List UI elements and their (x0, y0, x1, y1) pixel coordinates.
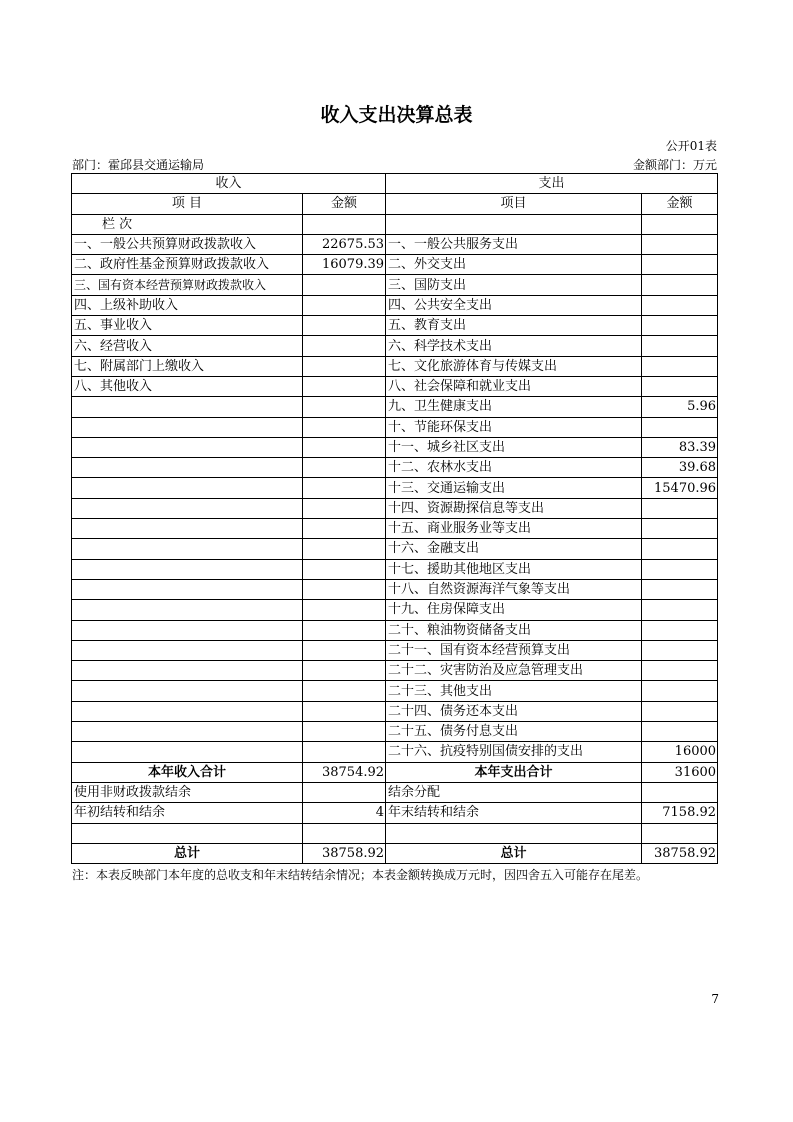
income-item: 总计 (72, 843, 303, 863)
income-item (72, 539, 303, 559)
income-item: 五、事业收入 (72, 316, 303, 336)
expense-amount (642, 559, 718, 579)
expense-amount (642, 498, 718, 518)
expense-amount (642, 295, 718, 315)
table-row (72, 681, 718, 701)
year-total-row (72, 762, 718, 782)
expense-item: 年末结转和结余 (386, 803, 642, 823)
table-row (72, 458, 718, 478)
expense-item: 一、一般公共服务支出 (386, 234, 642, 254)
table-row (72, 559, 718, 579)
table-row (72, 255, 718, 275)
income-amount (303, 681, 386, 701)
expense-amount (642, 600, 718, 620)
table-row (72, 437, 718, 457)
income-amount-header: 金额 (303, 194, 386, 214)
table-row (72, 661, 718, 681)
table-row (72, 782, 718, 802)
table-row (72, 600, 718, 620)
expense-amount (642, 316, 718, 336)
expense-item: 七、文化旅游体育与传媒支出 (386, 356, 642, 376)
income-item: 七、附属部门上缴收入 (72, 356, 303, 376)
income-item (72, 458, 303, 478)
table-row (72, 417, 718, 437)
expense-amount (642, 823, 718, 843)
table-row (72, 579, 718, 599)
income-amount (303, 295, 386, 315)
income-item (72, 661, 303, 681)
table-row (72, 498, 718, 518)
income-amount (303, 782, 386, 802)
table-row (72, 478, 718, 498)
expense-amount (642, 336, 718, 356)
expense-item: 十三、交通运输支出 (386, 478, 642, 498)
expense-item-header: 项目 (386, 194, 642, 214)
expense-amount (642, 579, 718, 599)
expense-item: 二十三、其他支出 (386, 681, 642, 701)
expense-item: 四、公共安全支出 (386, 295, 642, 315)
expense-item: 十六、金融支出 (386, 539, 642, 559)
budget-summary-table (71, 173, 718, 864)
expense-item: 十四、资源勘探信息等支出 (386, 498, 642, 518)
empty-cell (386, 214, 642, 234)
expense-amount (642, 417, 718, 437)
income-amount (303, 519, 386, 539)
income-item (72, 701, 303, 721)
income-amount: 38758.92 (303, 843, 386, 863)
income-item (72, 640, 303, 660)
income-item: 八、其他收入 (72, 376, 303, 396)
expense-amount (642, 376, 718, 396)
table-row (72, 275, 718, 295)
expense-amount (642, 275, 718, 295)
expense-amount: 15470.96 (642, 478, 718, 498)
income-item-header: 项 目 (72, 194, 303, 214)
table-row (72, 234, 718, 254)
expense-item: 本年支出合计 (386, 762, 642, 782)
expense-item: 二十四、债务还本支出 (386, 701, 642, 721)
income-amount (303, 701, 386, 721)
expense-item: 二十、粮油物资储备支出 (386, 620, 642, 640)
income-item (72, 519, 303, 539)
expense-item: 九、卫生健康支出 (386, 397, 642, 417)
expense-item (386, 823, 642, 843)
income-amount (303, 661, 386, 681)
expense-amount: 38758.92 (642, 843, 718, 863)
expense-amount (642, 722, 718, 742)
income-amount (303, 559, 386, 579)
income-amount (303, 458, 386, 478)
income-item (72, 620, 303, 640)
table-row (72, 519, 718, 539)
expense-amount (642, 640, 718, 660)
footnote: 注：本表反映部门本年度的总收支和年末结转结余情况；本表金额转换成万元时，因四舍五入可能存在尾差。 (72, 868, 649, 882)
table-row (72, 539, 718, 559)
expense-item: 十二、农林水支出 (386, 458, 642, 478)
income-item (72, 681, 303, 701)
expense-item: 十一、城乡社区支出 (386, 437, 642, 457)
table-row (72, 376, 718, 396)
expense-section-header: 支出 (386, 174, 718, 194)
expense-item: 五、教育支出 (386, 316, 642, 336)
table-row (72, 336, 718, 356)
income-amount (303, 498, 386, 518)
income-amount (303, 823, 386, 843)
expense-amount (642, 519, 718, 539)
page-number: 7 (711, 992, 719, 1006)
income-amount (303, 417, 386, 437)
table-row (72, 640, 718, 660)
income-item (72, 823, 303, 843)
income-amount: 16079.39 (303, 255, 386, 275)
income-item: 一、一般公共预算财政拨款收入 (72, 234, 303, 254)
table-row (72, 295, 718, 315)
expense-item: 八、社会保障和就业支出 (386, 376, 642, 396)
expense-amount (642, 701, 718, 721)
income-amount (303, 539, 386, 559)
header-row-columns (72, 194, 718, 214)
income-amount (303, 275, 386, 295)
income-amount (303, 620, 386, 640)
table-row (72, 316, 718, 336)
expense-amount: 16000 (642, 742, 718, 762)
expense-item: 三、国防支出 (386, 275, 642, 295)
expense-item: 结余分配 (386, 782, 642, 802)
income-item: 年初结转和结余 (72, 803, 303, 823)
income-amount (303, 722, 386, 742)
table-row (72, 823, 718, 843)
income-amount (303, 336, 386, 356)
income-amount (303, 579, 386, 599)
income-amount: 38754.92 (303, 762, 386, 782)
income-amount (303, 600, 386, 620)
expense-amount (642, 782, 718, 802)
income-item: 三、国有资本经营预算财政拨款收入 (72, 275, 303, 295)
income-item: 四、上级补助收入 (72, 295, 303, 315)
expense-amount: 5.96 (642, 397, 718, 417)
expense-amount: 31600 (642, 762, 718, 782)
column-index-row (72, 214, 718, 234)
unit-label: 金额部门：万元 (632, 158, 717, 172)
income-item (72, 397, 303, 417)
income-amount: 4 (303, 803, 386, 823)
expense-amount (642, 539, 718, 559)
department-label: 部门：霍邱县交通运输局 (72, 158, 205, 172)
expense-amount: 83.39 (642, 437, 718, 457)
grand-total-row (72, 843, 718, 863)
header-row-sections (72, 174, 718, 194)
expense-item: 二十二、灾害防治及应急管理支出 (386, 661, 642, 681)
income-item: 二、政府性基金预算财政拨款收入 (72, 255, 303, 275)
income-amount (303, 437, 386, 457)
expense-amount: 39.68 (642, 458, 718, 478)
expense-item: 十、节能环保支出 (386, 417, 642, 437)
income-item: 六、经营收入 (72, 336, 303, 356)
expense-item: 二十五、债务付息支出 (386, 722, 642, 742)
income-amount (303, 640, 386, 660)
table-row (72, 701, 718, 721)
column-index-label: 栏 次 (72, 214, 303, 234)
form-number: 公开01表 (665, 139, 717, 153)
income-item (72, 722, 303, 742)
income-amount (303, 478, 386, 498)
expense-amount (642, 255, 718, 275)
income-amount: 22675.53 (303, 234, 386, 254)
table-row (72, 742, 718, 762)
expense-amount (642, 661, 718, 681)
expense-item: 二十一、国有资本经营预算支出 (386, 640, 642, 660)
expense-item: 六、科学技术支出 (386, 336, 642, 356)
table-row (72, 356, 718, 376)
income-amount (303, 742, 386, 762)
income-amount (303, 316, 386, 336)
table-row (72, 397, 718, 417)
expense-item: 二、外交支出 (386, 255, 642, 275)
income-item: 使用非财政拨款结余 (72, 782, 303, 802)
page-title: 收入支出决算总表 (320, 104, 473, 126)
expense-item: 十五、商业服务业等支出 (386, 519, 642, 539)
income-amount (303, 397, 386, 417)
income-item (72, 437, 303, 457)
expense-amount (642, 234, 718, 254)
expense-item: 十九、住房保障支出 (386, 600, 642, 620)
income-item (72, 600, 303, 620)
empty-cell (303, 214, 386, 234)
income-item (72, 417, 303, 437)
income-item (72, 559, 303, 579)
empty-cell (642, 214, 718, 234)
table-row (72, 803, 718, 823)
expense-item: 二十六、抗疫特别国债安排的支出 (386, 742, 642, 762)
income-item (72, 742, 303, 762)
table-row (72, 722, 718, 742)
income-amount (303, 376, 386, 396)
expense-amount (642, 681, 718, 701)
income-item: 本年收入合计 (72, 762, 303, 782)
income-section-header: 收入 (72, 174, 386, 194)
table-row (72, 620, 718, 640)
income-item (72, 498, 303, 518)
expense-item: 十七、援助其他地区支出 (386, 559, 642, 579)
income-item (72, 478, 303, 498)
expense-amount (642, 356, 718, 376)
income-item (72, 579, 303, 599)
income-amount (303, 356, 386, 376)
expense-amount: 7158.92 (642, 803, 718, 823)
expense-item: 十八、自然资源海洋气象等支出 (386, 579, 642, 599)
expense-amount-header: 金额 (642, 194, 718, 214)
expense-item: 总计 (386, 843, 642, 863)
expense-amount (642, 620, 718, 640)
